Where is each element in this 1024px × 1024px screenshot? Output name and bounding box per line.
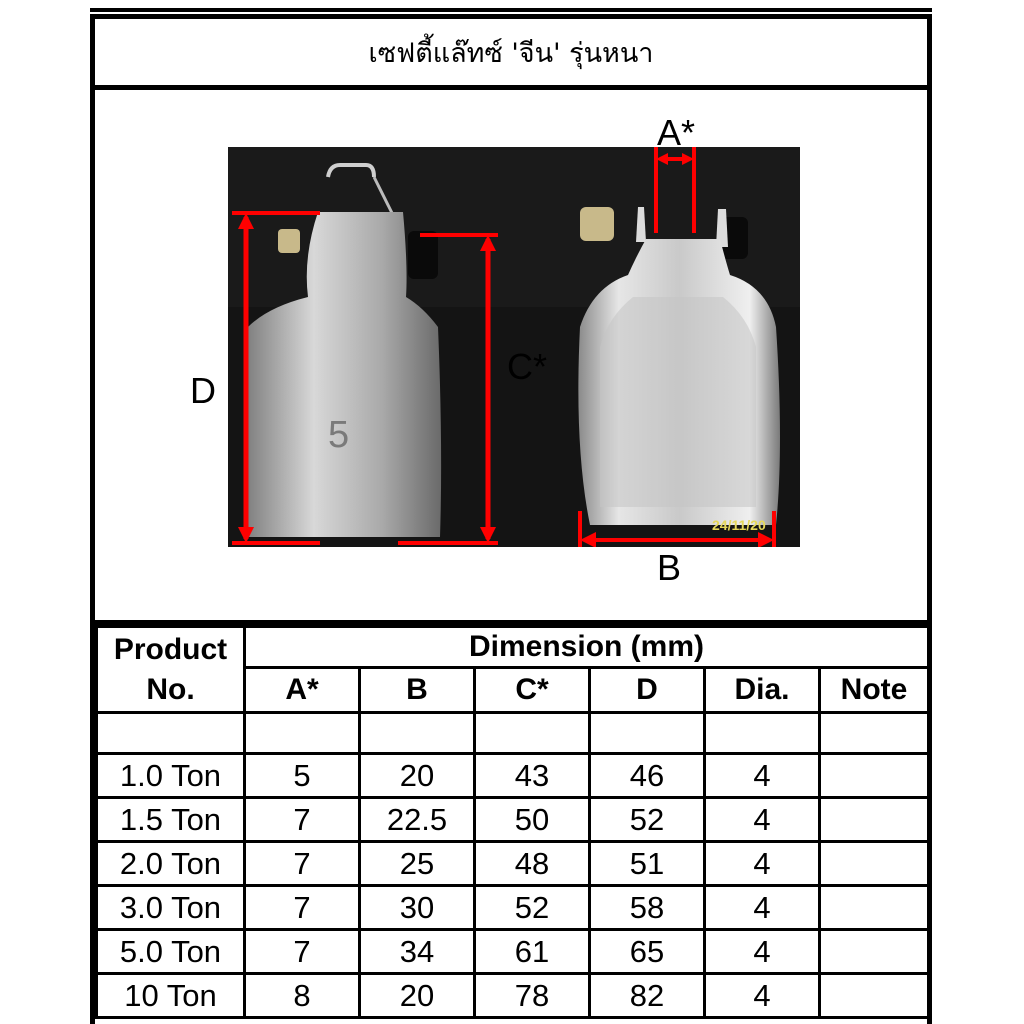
top-rule bbox=[90, 8, 932, 12]
product-header-line2: No. bbox=[146, 672, 195, 706]
column-header: A* bbox=[245, 668, 360, 713]
dimension-header: Dimension (mm) bbox=[245, 627, 929, 668]
product-cell: 5.0 Ton bbox=[97, 930, 245, 974]
table-row bbox=[97, 930, 929, 974]
c-cell: 48 bbox=[475, 842, 590, 886]
b-cell: 30 bbox=[360, 886, 475, 930]
note-cell bbox=[820, 974, 929, 1018]
c-cell: 61 bbox=[475, 930, 590, 974]
table-row bbox=[97, 798, 929, 842]
d-cell: 58 bbox=[590, 886, 705, 930]
d-cell: 52 bbox=[590, 798, 705, 842]
d-cell: 82 bbox=[590, 974, 705, 1018]
page-title: เซฟตี้แล๊ทซ์ 'จีน' รุ่นหนา bbox=[368, 37, 654, 69]
d-cell: 51 bbox=[590, 842, 705, 886]
c-cell: 78 bbox=[475, 974, 590, 1018]
label-d: D bbox=[190, 370, 216, 411]
product-cell: 1.5 Ton bbox=[97, 798, 245, 842]
table-row bbox=[97, 974, 929, 1018]
product-diagram bbox=[95, 90, 927, 625]
table-row bbox=[97, 842, 929, 886]
d-cell: 65 bbox=[590, 930, 705, 974]
label-c: C* bbox=[507, 346, 548, 387]
note-cell bbox=[820, 798, 929, 842]
column-header: C* bbox=[475, 668, 590, 713]
product-cell: 1.0 Ton bbox=[97, 754, 245, 798]
column-header: D bbox=[590, 668, 705, 713]
title-row bbox=[95, 19, 927, 90]
dia-cell: 4 bbox=[705, 798, 820, 842]
c-cell: 50 bbox=[475, 798, 590, 842]
part-number-stamp: 5 bbox=[328, 414, 350, 456]
c-cell: 43 bbox=[475, 754, 590, 798]
dimension-table bbox=[95, 625, 930, 1019]
product-header bbox=[97, 627, 245, 713]
b-cell: 25 bbox=[360, 842, 475, 886]
dia-cell: 4 bbox=[705, 974, 820, 1018]
a-cell: 7 bbox=[245, 842, 360, 886]
dia-cell: 4 bbox=[705, 842, 820, 886]
spec-sheet bbox=[90, 14, 932, 1024]
a-cell: 7 bbox=[245, 886, 360, 930]
dia-cell: 4 bbox=[705, 930, 820, 974]
a-cell: 8 bbox=[245, 974, 360, 1018]
column-header: B bbox=[360, 668, 475, 713]
d-cell: 46 bbox=[590, 754, 705, 798]
product-header-line1: Product bbox=[113, 632, 228, 666]
b-cell: 22.5 bbox=[360, 798, 475, 842]
column-header: Dia. bbox=[705, 668, 820, 713]
a-cell: 5 bbox=[245, 754, 360, 798]
dia-cell: 4 bbox=[705, 886, 820, 930]
dia-cell: 4 bbox=[705, 754, 820, 798]
a-cell: 7 bbox=[245, 930, 360, 974]
b-cell: 34 bbox=[360, 930, 475, 974]
note-cell bbox=[820, 886, 929, 930]
product-cell: 10 Ton bbox=[97, 974, 245, 1018]
note-cell bbox=[820, 842, 929, 886]
label-a: A* bbox=[657, 112, 696, 153]
label-b: B bbox=[657, 547, 682, 588]
b-cell: 20 bbox=[360, 754, 475, 798]
table-spacer-row bbox=[97, 713, 929, 754]
product-cell: 3.0 Ton bbox=[97, 886, 245, 930]
table-row bbox=[97, 754, 929, 798]
note-cell bbox=[820, 754, 929, 798]
table-row bbox=[97, 886, 929, 930]
a-cell: 7 bbox=[245, 798, 360, 842]
column-header: Note bbox=[820, 668, 929, 713]
c-cell: 52 bbox=[475, 886, 590, 930]
product-cell: 2.0 Ton bbox=[97, 842, 245, 886]
b-cell: 20 bbox=[360, 974, 475, 1018]
photo-date-stamp: 24/11/20 bbox=[712, 517, 766, 533]
note-cell bbox=[820, 930, 929, 974]
